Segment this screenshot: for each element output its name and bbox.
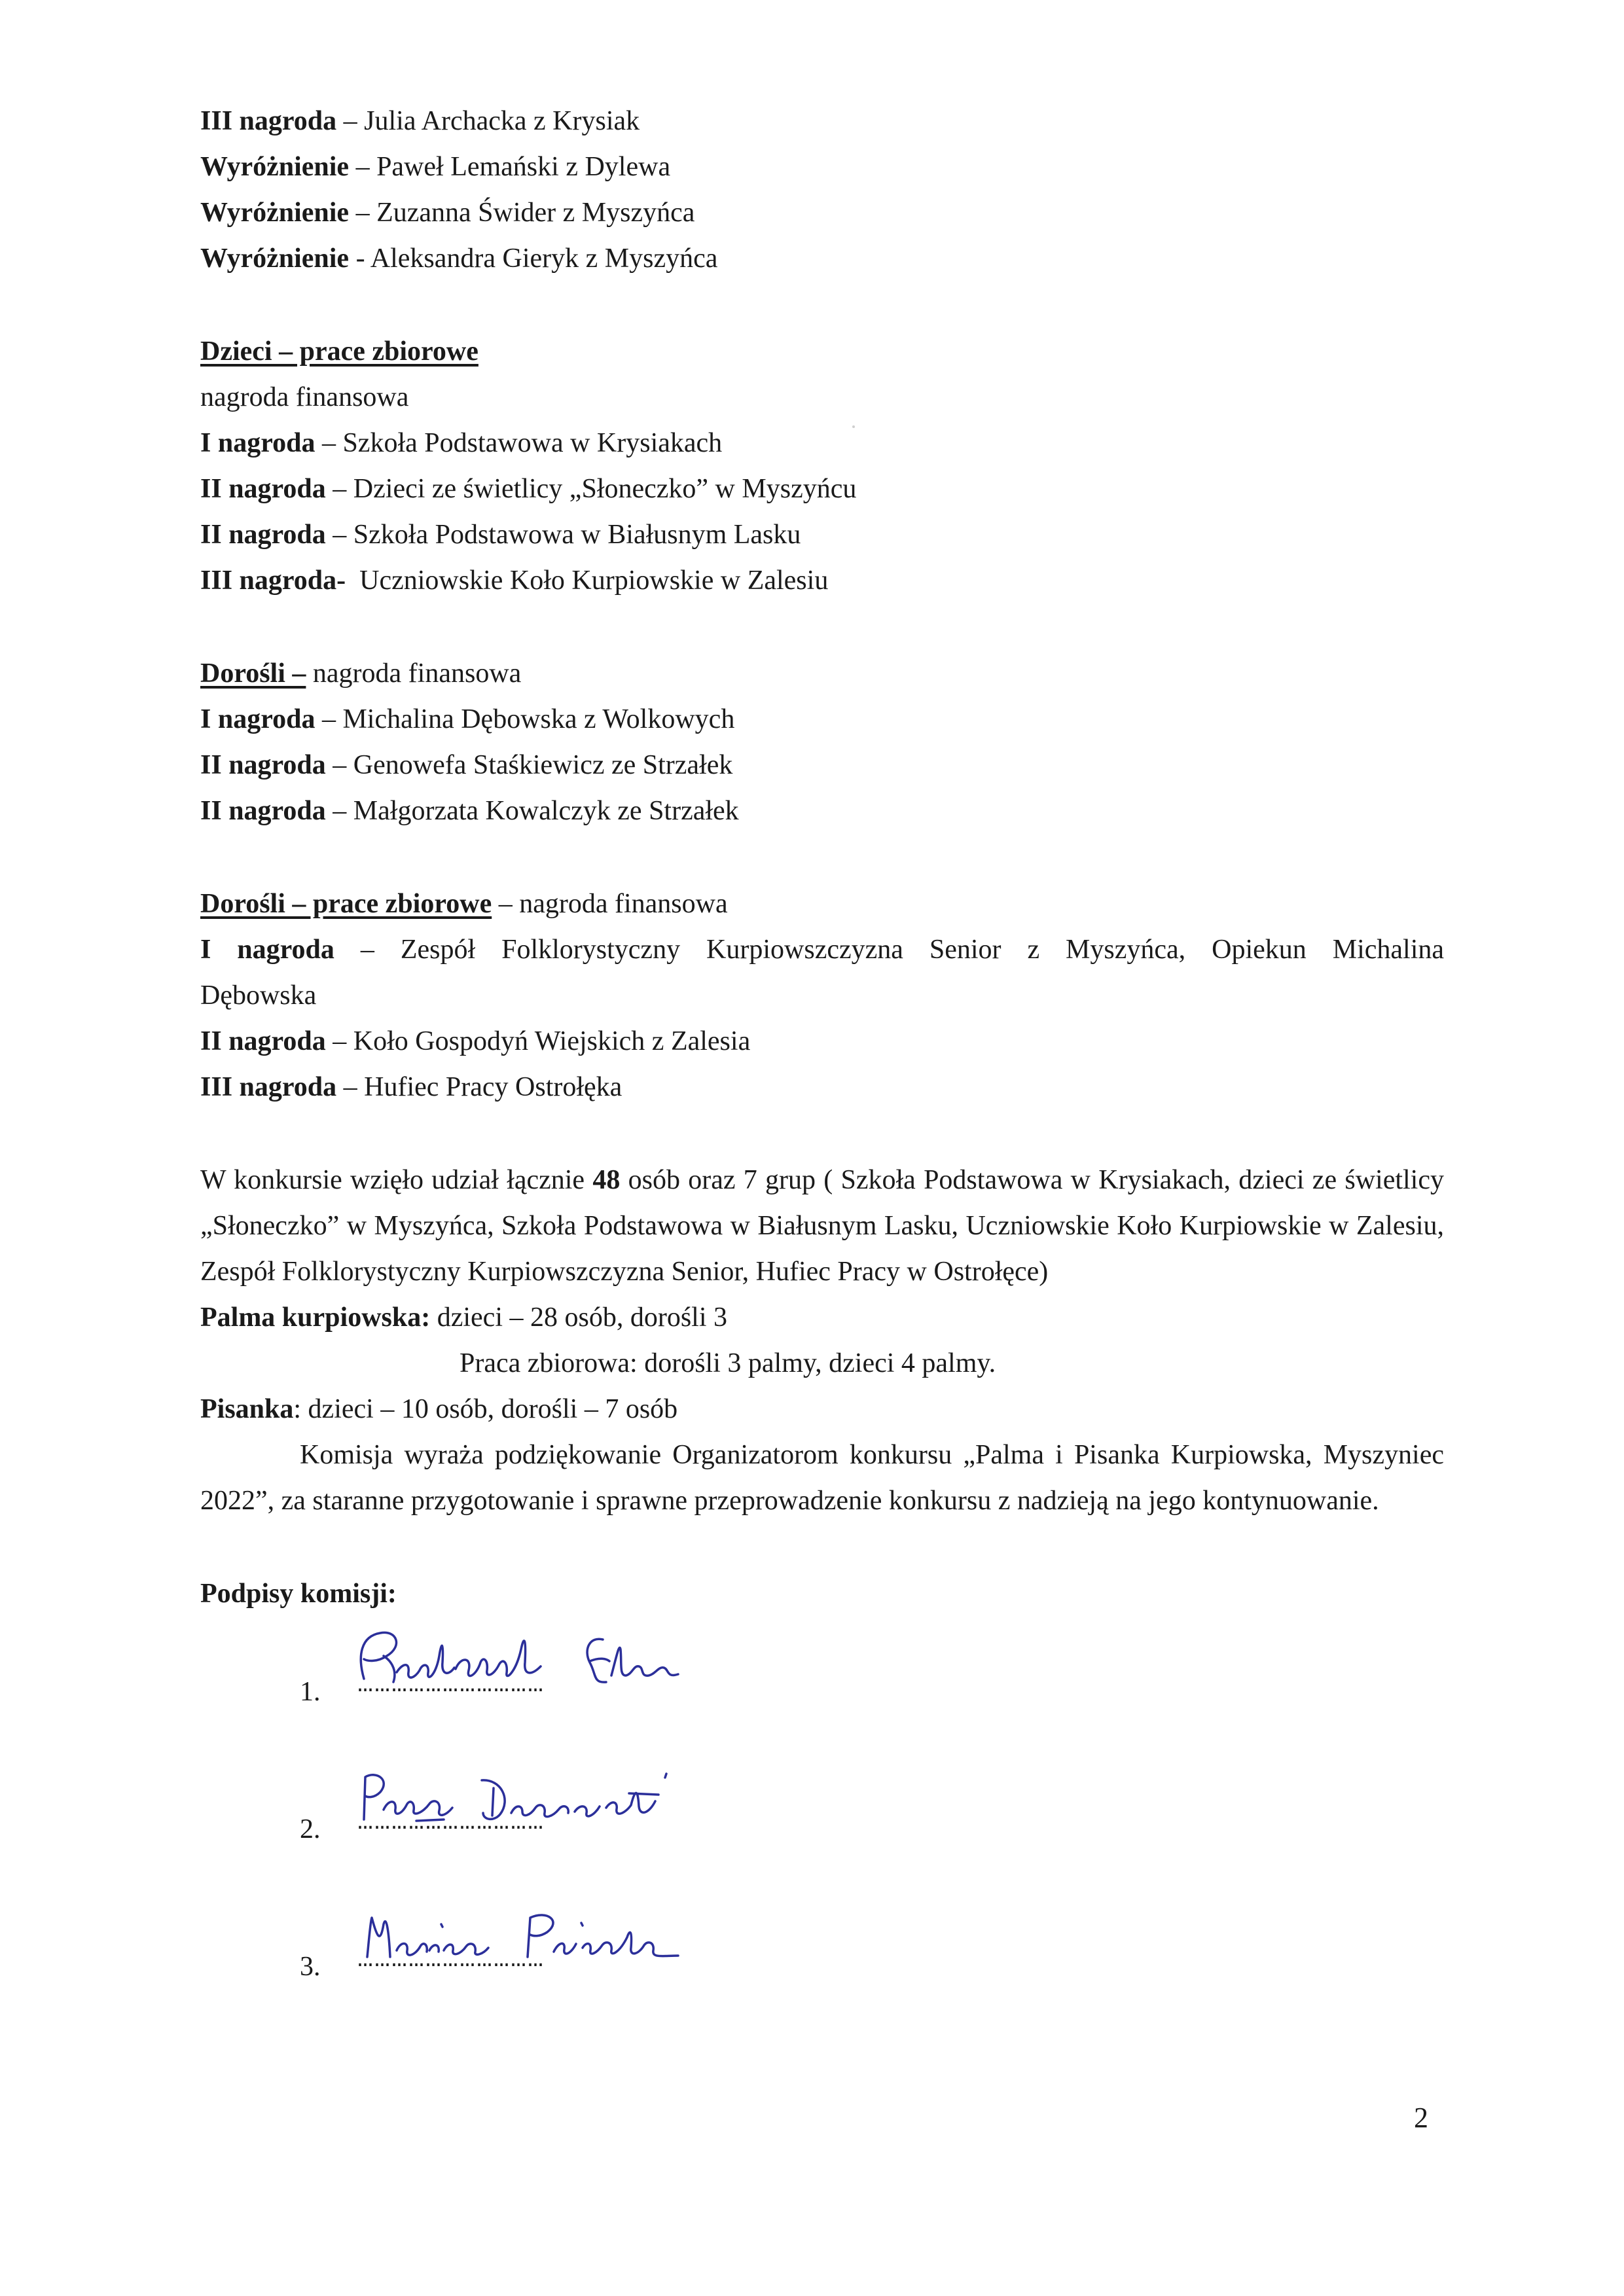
signature-row xyxy=(200,1617,1444,1754)
participation-paragraph: W konkursie wzięło udział łącznie 48 osób oraz 7 grup ( Szkoła Podstawowa w Krysiakach, dzieci ze świetlicy „Słoneczko” w Myszyńca, Szkoła Podstawowa w Białusnym Lasku, Uczniowskie Koło Kurpiowskie w Zalesiu, Zespół Folklorystyczny Kurpiowszczyzna Senior, Hufiec Pracy w Ostrołęce) xyxy=(200,1165,1444,1287)
handwritten-signature-3 xyxy=(331,1885,789,1983)
adults-section xyxy=(200,651,1444,834)
group-work-line: Praca zbiorowa: dorośli 3 palmy, dzieci 4 palmy. xyxy=(460,1348,996,1378)
award-line: Wyróżnienie – Paweł Lemański z Dylewa xyxy=(200,152,671,182)
signatures-title: Podpisy komisji: xyxy=(200,1579,397,1609)
signature-number: 3. xyxy=(300,1952,321,1982)
thanks-paragraph: Komisja wyraża podziękowanie Organizatorom konkursu „Palma i Pisanka Kurpiowska, Myszyniec 2022”, za staranne przygotowanie i sprawne przeprowadzenie konkursu z nadzieją na jego kontynuowanie. xyxy=(200,1440,1444,1516)
section-heading: Dorośli – prace zbiorowe – nagroda finansowa xyxy=(200,889,728,919)
award-line: II nagroda – Genowefa Staśkiewicz ze Strzałek xyxy=(200,750,733,780)
award-line: Wyróżnienie – Zuzanna Świder z Myszyńca xyxy=(200,198,695,228)
award-line: I nagroda – Zespół Folklorystyczny Kurpiowszczyzna Senior z Myszyńca, Opiekun Michalina xyxy=(200,935,1445,965)
document-body xyxy=(200,98,1444,2029)
handwritten-signature-2 xyxy=(331,1748,789,1846)
award-line: II nagroda – Koło Gospodyń Wiejskich z Zalesia xyxy=(200,1026,751,1056)
section-heading: Dzieci – prace zbiorowe xyxy=(200,336,478,367)
kids-group-section xyxy=(200,329,1444,603)
award-line: II nagroda – Małgorzata Kowalczyk ze Strzałek xyxy=(200,796,739,826)
page-number: 2 xyxy=(1414,2102,1428,2134)
signature-row xyxy=(200,1754,1444,1892)
pisanka-line: Pisanka: dzieci – 10 osób, dorośli – 7 osób xyxy=(200,1394,678,1424)
palma-line: Palma kurpiowska: dzieci – 28 osób, dorośli 3 xyxy=(200,1302,727,1333)
intro-award-list xyxy=(200,98,1444,281)
signature-number: 2. xyxy=(300,1814,321,1844)
section-heading: Dorośli – nagroda finansowa xyxy=(200,658,522,689)
signature-row xyxy=(200,1892,1444,2029)
award-line: III nagroda- Uczniowskie Koło Kurpiowskie w Zalesiu xyxy=(200,565,829,596)
award-line: III nagroda – Hufiec Pracy Ostrołęka xyxy=(200,1072,623,1102)
signature-dotted-line: …………………………… xyxy=(357,1808,545,1837)
award-line: I nagroda – Michalina Dębowska z Wolkowych xyxy=(200,704,735,734)
summary-section xyxy=(200,1157,1444,1524)
signature-block xyxy=(200,1617,1444,2029)
adults-group-section xyxy=(200,881,1444,1110)
signature-dotted-line: …………………………… xyxy=(357,1670,545,1700)
award-line: II nagroda – Dzieci ze świetlicy „Słoneczko” w Myszyńcu xyxy=(200,474,857,504)
award-line: III nagroda – Julia Archacka z Krysiak xyxy=(200,106,640,136)
signature-dotted-line: …………………………… xyxy=(357,1945,545,1975)
signature-number: 1. xyxy=(300,1677,321,1707)
award-line: II nagroda – Szkoła Podstawowa w Białusnym Lasku xyxy=(200,520,801,550)
section-subheading: nagroda finansowa xyxy=(200,382,409,412)
award-line: I nagroda – Szkoła Podstawowa w Krysiakach xyxy=(200,428,723,458)
award-line-continuation: Dębowska xyxy=(200,980,317,1011)
award-line: Wyróżnienie - Aleksandra Gieryk z Myszyńca xyxy=(200,243,718,274)
handwritten-signature-1 xyxy=(331,1610,789,1708)
